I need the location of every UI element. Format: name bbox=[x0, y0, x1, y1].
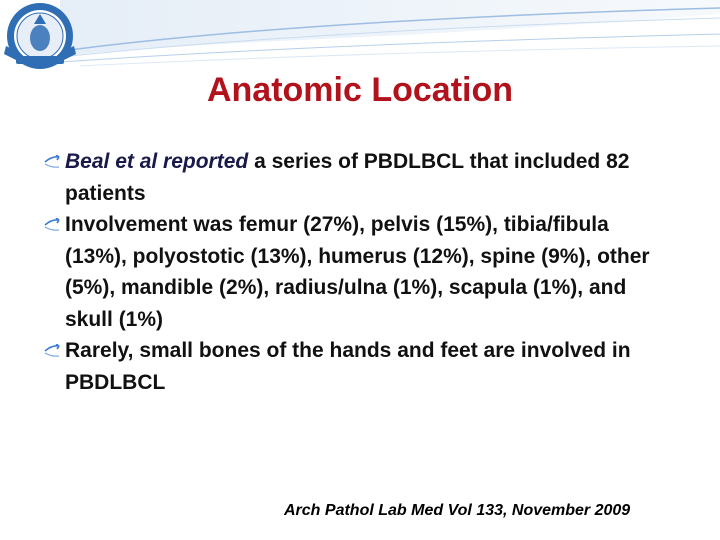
citation: Arch Pathol Lab Med Vol 133, November 2009 bbox=[284, 502, 631, 519]
bullet-item bbox=[44, 146, 664, 209]
bullet-text: Involvement was femur (27%), pelvis (15%), tibia/fibula (13%), polyostotic (13%), humerus (12%), spine (9%), other (5%), mandible (2%), radius/ulna (1%), scapula (1%), and skull (1%) bbox=[65, 213, 650, 331]
bullet-text: a series of PBDLBCL that included 82 patients bbox=[65, 150, 630, 205]
bullet-list bbox=[44, 146, 664, 398]
arrow-bullet-icon bbox=[44, 335, 65, 366]
institution-logo bbox=[0, 0, 84, 74]
slide-title: Anatomic Location bbox=[206, 71, 514, 109]
bullet-text: Rarely, small bones of the hands and feet are involved in PBDLBCL bbox=[65, 339, 631, 394]
bullet-item bbox=[44, 335, 664, 398]
bullet-lead: Beal et al reported bbox=[65, 150, 249, 173]
header-banner bbox=[0, 0, 720, 80]
bullet-item bbox=[44, 209, 664, 335]
arrow-bullet-icon bbox=[44, 209, 65, 240]
arrow-bullet-icon bbox=[44, 146, 65, 177]
